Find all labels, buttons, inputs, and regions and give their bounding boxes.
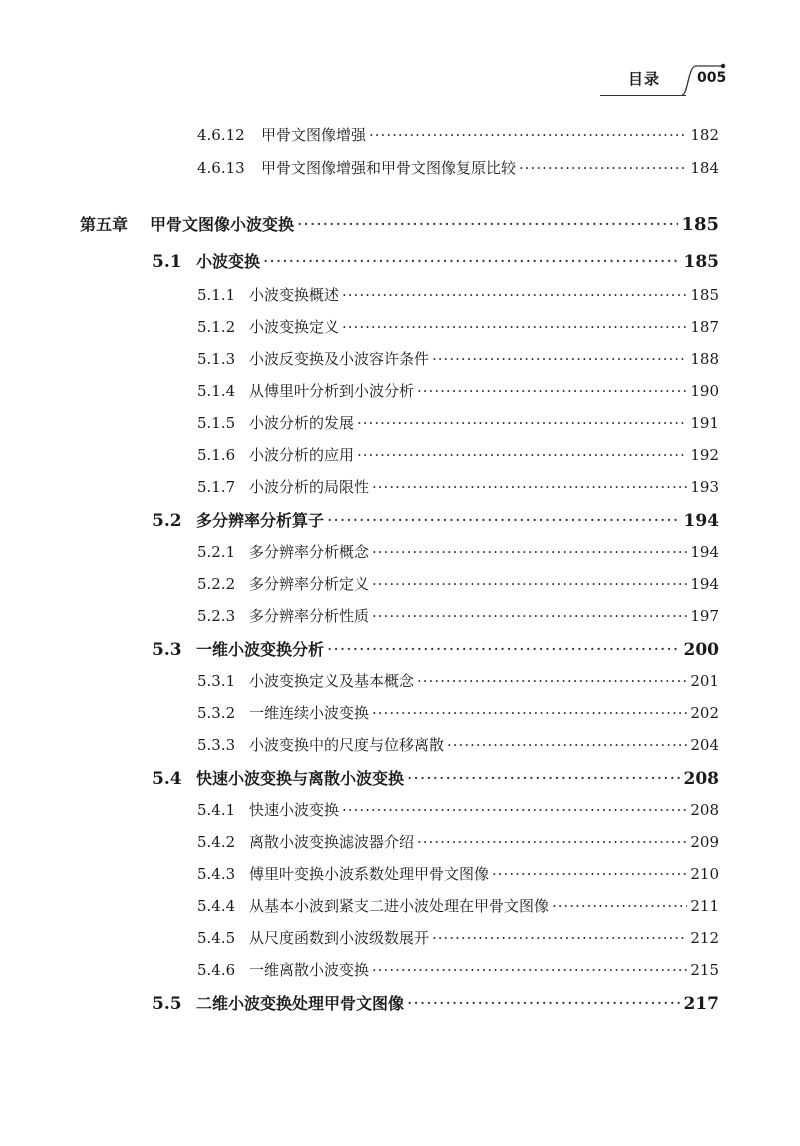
toc-entry-number: 5.1.7 xyxy=(197,478,236,496)
toc-entry-page: 194 xyxy=(690,575,719,593)
dot-leader xyxy=(263,252,680,272)
toc-entry-page: 204 xyxy=(690,736,719,754)
toc-entry[interactable] xyxy=(197,348,719,369)
toc-entry-number: 5.4.3 xyxy=(197,865,236,883)
toc-section-entry[interactable] xyxy=(152,766,719,789)
toc-chapter-entry[interactable] xyxy=(80,212,719,235)
toc-entry[interactable] xyxy=(197,124,719,145)
dot-leader xyxy=(372,478,687,496)
toc-entry-number: 5.4.2 xyxy=(197,833,236,851)
toc-entry[interactable] xyxy=(197,734,719,755)
toc-entry[interactable] xyxy=(197,831,719,852)
dot-leader xyxy=(552,897,687,915)
toc-section-title: 一维小波变换分析 xyxy=(196,640,325,659)
toc-entry-number: 5.2.3 xyxy=(197,607,236,625)
toc-entry-title: 小波分析的应用 xyxy=(249,446,355,464)
toc-entry-title: 小波变换定义及基本概念 xyxy=(249,672,415,690)
toc-entry-title: 甲骨文图像增强 xyxy=(261,126,367,144)
toc-section-page: 200 xyxy=(683,640,719,660)
toc-entry[interactable] xyxy=(197,863,719,884)
toc-entry-title: 一维离散小波变换 xyxy=(249,961,370,979)
toc-section-number: 5.1 xyxy=(152,252,182,272)
dot-leader xyxy=(372,961,687,979)
toc-entry[interactable] xyxy=(197,157,719,178)
toc-entry-page: 182 xyxy=(690,126,719,144)
toc-entry-title: 从尺度函数到小波级数展开 xyxy=(249,929,430,947)
toc-entry-page: 190 xyxy=(690,382,719,400)
toc-entry-title: 小波反变换及小波容许条件 xyxy=(249,350,430,368)
toc-entry-number: 5.1.4 xyxy=(197,382,236,400)
toc-section-title: 二维小波变换处理甲骨文图像 xyxy=(196,994,405,1013)
toc-section-entry[interactable] xyxy=(152,637,719,660)
toc-entry[interactable] xyxy=(197,927,719,948)
toc-entry-number: 5.4.6 xyxy=(197,961,236,979)
toc-section-title: 多分辨率分析算子 xyxy=(196,511,325,530)
toc-entry-page: 191 xyxy=(690,414,719,432)
toc-entry-page: 212 xyxy=(690,929,719,947)
toc-entry[interactable] xyxy=(197,799,719,820)
toc-entry-title: 小波变换定义 xyxy=(249,318,340,336)
dot-leader xyxy=(417,672,687,690)
toc-entry-title: 从傅里叶分析到小波分析 xyxy=(249,382,415,400)
toc-entry[interactable] xyxy=(197,959,719,980)
toc-entry-title: 一维连续小波变换 xyxy=(249,704,370,722)
toc-entry-title: 快速小波变换 xyxy=(249,801,340,819)
header-label: 目录 xyxy=(628,70,661,88)
toc-section-page: 217 xyxy=(683,994,719,1014)
toc-entry-title: 傅里叶变换小波系数处理甲骨文图像 xyxy=(249,865,490,883)
toc-entry-number: 5.3.2 xyxy=(197,704,236,722)
toc-entry-number: 4.6.13 xyxy=(197,159,245,177)
toc-entry[interactable] xyxy=(197,573,719,594)
toc-section-entry[interactable] xyxy=(152,508,719,531)
toc-entry[interactable] xyxy=(197,444,719,465)
toc-chapter-title: 甲骨文图像小波变换 xyxy=(150,215,295,234)
toc-entry-page: 202 xyxy=(690,704,719,722)
dot-leader xyxy=(432,350,687,368)
toc-entry-title: 小波分析的局限性 xyxy=(249,478,370,496)
toc-entry-page: 211 xyxy=(690,897,719,915)
toc-section-title: 快速小波变换与离散小波变换 xyxy=(196,769,405,788)
dot-leader xyxy=(372,575,687,593)
toc-entry-page: 192 xyxy=(690,446,719,464)
dot-leader xyxy=(342,801,687,819)
toc-entry[interactable] xyxy=(197,670,719,691)
toc-entry-number: 5.1.1 xyxy=(197,286,236,304)
toc-entry-title: 多分辨率分析性质 xyxy=(249,607,370,625)
toc-entry-number: 5.4.4 xyxy=(197,897,236,915)
dot-leader xyxy=(417,382,687,400)
toc-section-number: 5.4 xyxy=(152,769,182,789)
dot-leader xyxy=(372,543,687,561)
dot-leader xyxy=(357,414,687,432)
toc-entry[interactable] xyxy=(197,605,719,626)
header-page-number: 005 xyxy=(697,70,727,86)
toc-entry-title: 小波变换中的尺度与位移离散 xyxy=(249,736,445,754)
toc-entry-number: 5.1.2 xyxy=(197,318,236,336)
toc-chapter-page: 185 xyxy=(681,214,719,235)
toc-entry-page: 197 xyxy=(690,607,719,625)
page-header xyxy=(0,62,800,102)
toc-section-number: 5.5 xyxy=(152,994,182,1014)
dot-leader xyxy=(327,511,680,531)
toc-entry-page: 210 xyxy=(690,865,719,883)
toc-entry-title: 小波变换概述 xyxy=(249,286,340,304)
dot-leader xyxy=(407,994,680,1014)
toc-entry-page: 208 xyxy=(690,801,719,819)
toc-entry-page: 187 xyxy=(690,318,719,336)
toc-entry[interactable] xyxy=(197,316,719,337)
toc-entry-number: 5.4.5 xyxy=(197,929,236,947)
toc-entry-page: 209 xyxy=(690,833,719,851)
toc-entry-title: 从基本小波到紧支二进小波处理在甲骨文图像 xyxy=(249,897,550,915)
dot-leader xyxy=(447,736,687,754)
toc-entry-title: 多分辨率分析概念 xyxy=(249,543,370,561)
toc-entry-page: 193 xyxy=(690,478,719,496)
toc-entry-page: 184 xyxy=(690,159,719,177)
toc-entry-number: 4.6.12 xyxy=(197,126,245,144)
toc-entry-number: 5.4.1 xyxy=(197,801,236,819)
toc-entry-number: 5.1.6 xyxy=(197,446,236,464)
toc-section-number: 5.2 xyxy=(152,511,182,531)
toc-entry[interactable] xyxy=(197,702,719,723)
toc-entry-number: 5.3.3 xyxy=(197,736,236,754)
dot-leader xyxy=(342,286,687,304)
toc-entry-title: 小波分析的发展 xyxy=(249,414,355,432)
toc-section-page: 185 xyxy=(683,252,719,272)
toc-section-entry[interactable] xyxy=(152,249,719,272)
dot-leader xyxy=(372,607,687,625)
toc-entry-title: 甲骨文图像增强和甲骨文图像复原比较 xyxy=(261,159,517,177)
toc-entry[interactable] xyxy=(197,412,719,433)
toc-entry-number: 5.2.1 xyxy=(197,543,236,561)
toc-entry-page: 215 xyxy=(690,961,719,979)
toc-entry-number: 5.1.3 xyxy=(197,350,236,368)
toc-section-page: 208 xyxy=(683,769,719,789)
toc-section-page: 194 xyxy=(683,511,719,531)
toc-entry-number: 5.3.1 xyxy=(197,672,236,690)
toc-entry[interactable] xyxy=(197,895,719,916)
toc-entry-number: 5.2.2 xyxy=(197,575,236,593)
toc-entry-page: 188 xyxy=(690,350,719,368)
toc-entry-title: 多分辨率分析定义 xyxy=(249,575,370,593)
dot-leader xyxy=(407,769,680,789)
toc-entry[interactable] xyxy=(197,541,719,562)
dot-leader xyxy=(372,704,687,722)
toc-entry-page: 194 xyxy=(690,543,719,561)
dot-leader xyxy=(297,215,678,235)
toc-entry[interactable] xyxy=(197,380,719,401)
dot-leader xyxy=(327,640,680,660)
toc-section-number: 5.3 xyxy=(152,640,182,660)
dot-leader xyxy=(417,833,687,851)
toc-section-title: 小波变换 xyxy=(196,252,261,271)
dot-leader xyxy=(432,929,687,947)
header-rule xyxy=(600,95,686,96)
toc-entry-page: 201 xyxy=(690,672,719,690)
toc-chapter-number: 第五章 xyxy=(80,215,129,234)
toc-entry[interactable] xyxy=(197,476,719,497)
dot-leader xyxy=(492,865,687,883)
dot-leader xyxy=(357,446,687,464)
dot-leader xyxy=(342,318,687,336)
toc-entry-number: 5.1.5 xyxy=(197,414,236,432)
dot-leader xyxy=(519,159,687,177)
toc-section-entry[interactable] xyxy=(152,991,719,1014)
toc-entry[interactable] xyxy=(197,284,719,305)
dot-leader xyxy=(369,126,687,144)
toc-entry-page: 185 xyxy=(690,286,719,304)
toc-entry-title: 离散小波变换滤波器介绍 xyxy=(249,833,415,851)
